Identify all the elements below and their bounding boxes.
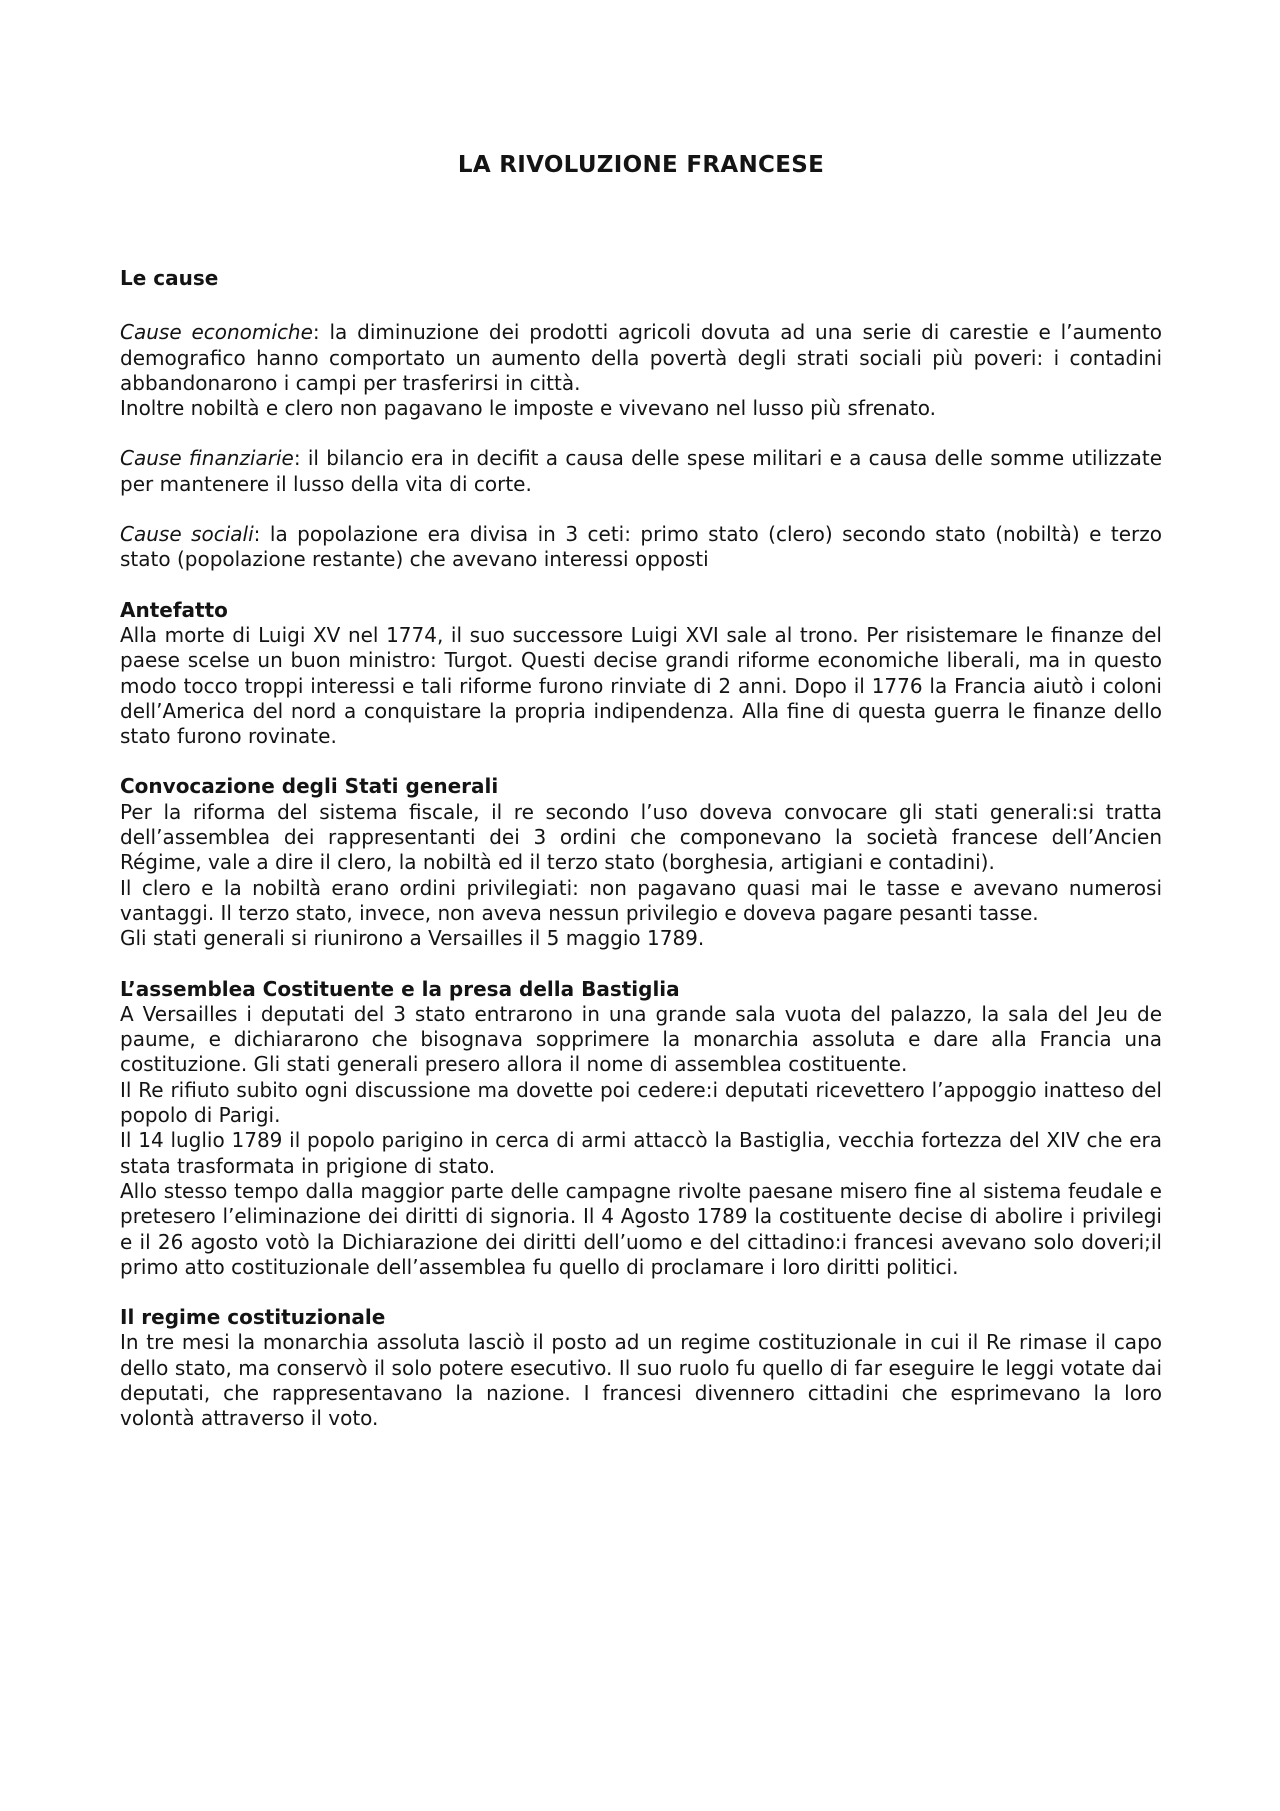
section-heading-cause: Le cause bbox=[120, 266, 219, 290]
section-heading-antefatto: Antefatto bbox=[120, 597, 228, 622]
paragraph-convocazione-3: Gli stati generali si riunirono a Versailles il 5 maggio 1789. bbox=[120, 926, 705, 951]
section-heading-convocazione: Convocazione degli Stati generali bbox=[120, 774, 499, 799]
lead-cause-economiche: Cause economiche bbox=[120, 320, 313, 345]
text-cause-sociali: : la popolazione era divisa in 3 ceti: primo stato (clero) secondo stato (nobiltà) e terzo stato (popolazione restante) che avevano interessi opposti bbox=[120, 522, 1162, 572]
lead-cause-finanziarie: Cause finanziarie bbox=[120, 446, 294, 471]
paragraph-cause-finanziarie bbox=[120, 446, 1162, 497]
paragraph-cause-economiche-2: Inoltre nobiltà e clero non pagavano le imposte e vivevano nel lusso più sfrenato. bbox=[120, 396, 937, 421]
paragraph-assemblea-1: A Versailles i deputati del 3 stato entrarono in una grande sala vuota del palazzo, la sala del Jeu de paume, e dichiararono che bisognava sopprimere la monarchia assoluta e dare alla Francia una costituzione. Gli stati generali presero allora il nome di assemblea costituente. bbox=[120, 1001, 1162, 1077]
text-cause-finanziarie: : il bilancio era in decifit a causa delle spese militari e a causa delle somme utilizzate per mantenere il lusso della vita di corte. bbox=[120, 446, 1162, 496]
document-body bbox=[120, 266, 1162, 1432]
text-cause-economiche: : la diminuzione dei prodotti agricoli dovuta ad una serie di carestie e l’aumento demografico hanno comportato un aumento della povertà degli strati sociali più poveri: i contadini abbandonarono i campi per trasferirsi in città. bbox=[120, 320, 1162, 395]
paragraph-convocazione-2: Il clero e la nobiltà erano ordini privilegiati: non pagavano quasi mai le tasse e avevano numerosi vantaggi. Il terzo stato, invece, non aveva nessun privilegio e doveva pagare pesanti tasse. bbox=[120, 875, 1162, 925]
paragraph-cause-economiche bbox=[120, 320, 1162, 396]
paragraph-antefatto: Alla morte di Luigi XV nel 1774, il suo successore Luigi XVI sale al trono. Per risistemare le finanze del paese scelse un buon ministro: Turgot. Questi decise grandi riforme economiche liberali, ma in questo modo tocco troppi interessi e tali riforme furono rinviate di 2 anni. Dopo il 1776 la Francia aiutò i coloni dell’America del nord a conquistare la propria indipendenza. Alla fine di questa guerra le finanze dello stato furono rovinate. bbox=[120, 622, 1162, 749]
paragraph-cause-sociali bbox=[120, 522, 1162, 573]
section-heading-regime: Il regime costituzionale bbox=[120, 1305, 386, 1330]
paragraph-regime: In tre mesi la monarchia assoluta lasciò il posto ad un regime costituzionale in cui il Re rimase il capo dello stato, ma conservò il solo potere esecutivo. Il suo ruolo fu quello di far eseguire le leggi votate dai deputati, che rappresentavano la nazione. I francesi divennero cittadini che esprimevano la loro volontà attraverso il voto. bbox=[120, 1330, 1162, 1431]
lead-cause-sociali: Cause sociali bbox=[120, 522, 254, 547]
page-title: LA RIVOLUZIONE FRANCESE bbox=[457, 152, 825, 178]
paragraph-assemblea-4: Allo stesso tempo dalla maggior parte delle campagne rivolte paesane misero fine al sistema feudale e pretesero l’eliminazione dei diritti di signoria. Il 4 Agosto 1789 la costituente decise di abolire i privilegi e il 26 agosto votò la Dichiarazione dei diritti dell’uomo e del cittadino:i francesi avevano solo doveri;il primo atto costituzionale dell’assemblea fu quello di proclamare i loro diritti politici. bbox=[120, 1178, 1162, 1279]
paragraph-convocazione-1: Per la riforma del sistema fiscale, il re secondo l’uso doveva convocare gli stati generali:si tratta dell’assemblea dei rappresentanti dei 3 ordini che componevano la società francese dell’Ancien Régime, vale a dire il clero, la nobiltà ed il terzo stato (borghesia, artigiani e contadini). bbox=[120, 799, 1162, 875]
paragraph-assemblea-3: Il 14 luglio 1789 il popolo parigino in cerca di armi attaccò la Bastiglia, vecchia fortezza del XIV che era stata trasformata in prigione di stato. bbox=[120, 1128, 1162, 1178]
paragraph-assemblea-2: Il Re rifiuto subito ogni discussione ma dovette poi cedere:i deputati ricevettero l’appoggio inatteso del popolo di Parigi. bbox=[120, 1077, 1162, 1128]
section-heading-assemblea: L’assemblea Costituente e la presa della Bastiglia bbox=[120, 976, 680, 1001]
